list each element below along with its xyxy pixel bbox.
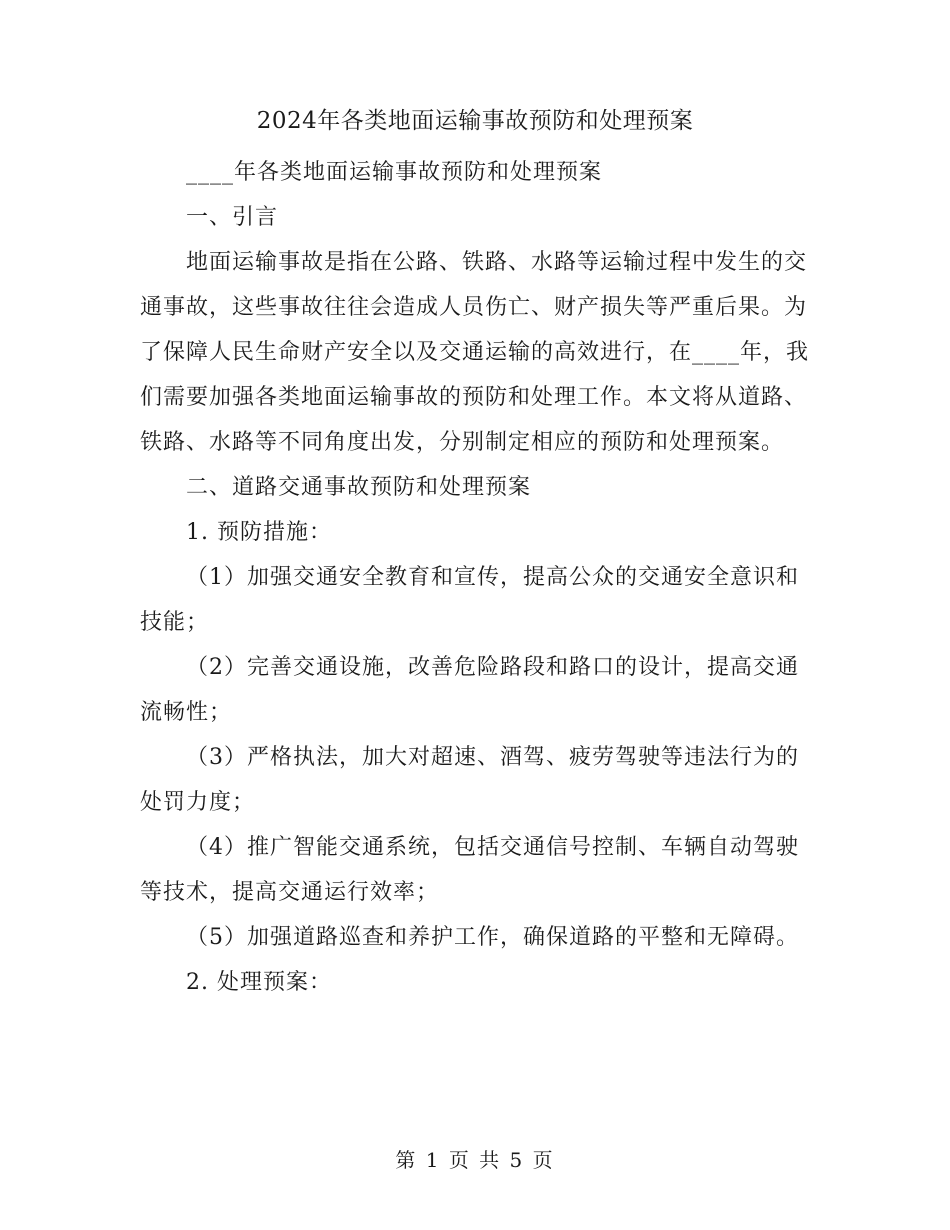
section-heading-road-traffic: 二、道路交通事故预防和处理预案 — [186, 475, 532, 500]
document-title: 2024年各类地面运输事故预防和处理预案 — [256, 108, 694, 134]
prevention-item: （5）加强道路巡查和养护工作，确保道路的平整和无障碍。 — [186, 925, 799, 950]
subheading-handling: 2. 处理预案： — [186, 970, 332, 995]
intro-paragraph: 地面运输事故是指在公路、铁路、水路等运输过程中发生的交通事故，这些事故往往会造成人员伤亡、财产损失等严重后果。为了保障人民生命财产安全以及交通运输的高效进行，在____年，我们需要加强各类地面运输事故的预防和处理工作。本文将从道路、铁路、水路等不同角度出发，分别制定相应的预防和处理预案。 — [140, 250, 810, 455]
prevention-item: （4）推广智能交通系统，包括交通信号控制、车辆自动驾驶等技术，提高交通运行效率； — [140, 835, 799, 905]
page-number-footer: 第 1 页 共 5 页 — [395, 1148, 555, 1172]
prevention-item: （2）完善交通设施，改善危险路段和路口的设计，提高交通流畅性； — [140, 655, 799, 725]
document-subtitle: ____年各类地面运输事故预防和处理预案 — [186, 160, 603, 185]
prevention-item: （1）加强交通安全教育和宣传，提高公众的交通安全意识和技能； — [140, 565, 799, 635]
document-body — [140, 150, 812, 1005]
section-heading-introduction: 一、引言 — [186, 205, 279, 230]
subheading-prevention: 1. 预防措施： — [186, 520, 332, 545]
prevention-item: （3）严格执法，加大对超速、酒驾、疲劳驾驶等违法行为的处罚力度； — [140, 745, 799, 815]
